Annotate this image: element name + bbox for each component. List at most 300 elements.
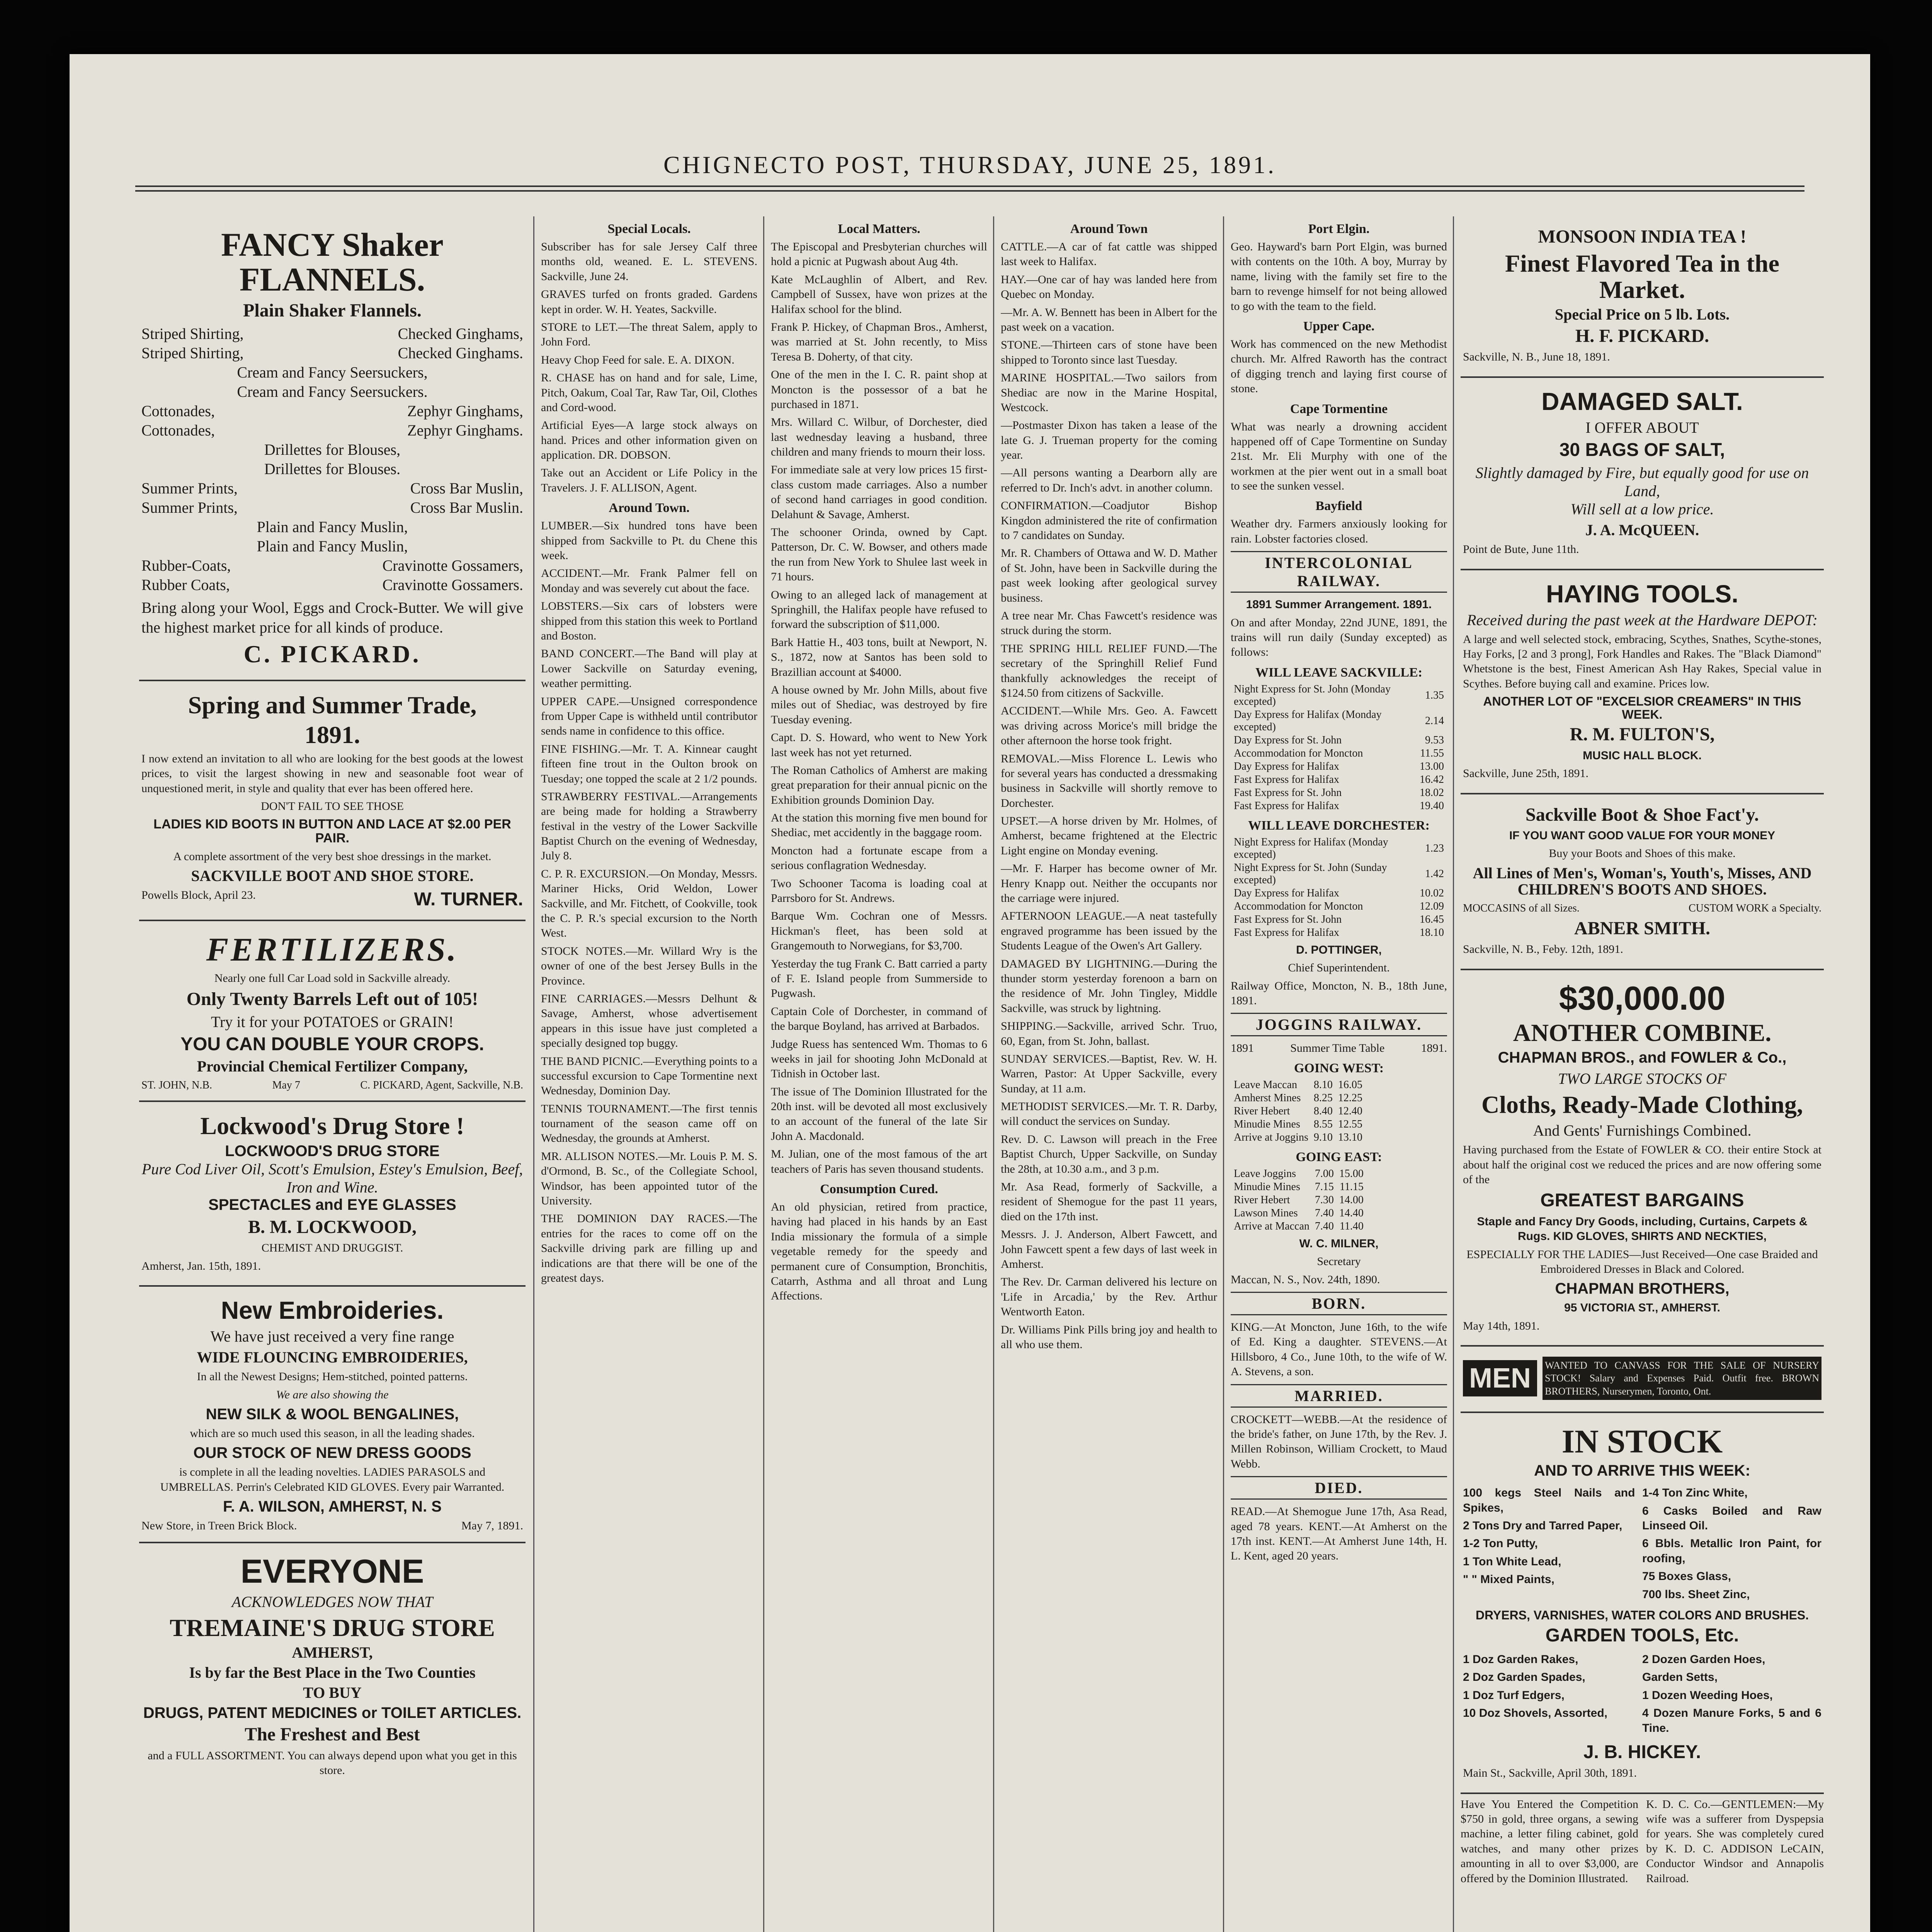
- ad-line: WIDE FLOUNCING EMBROIDERIES,: [197, 1349, 468, 1366]
- time-cell: 11.55: [1420, 747, 1444, 759]
- local-matters-list: [771, 240, 987, 1177]
- ad-line: Received during the past week at the Hardware DEPOT:: [1467, 611, 1818, 629]
- married-heading: MARRIED.: [1231, 1384, 1447, 1408]
- time-cell: 1.42: [1425, 867, 1444, 880]
- news-item: M. Julian, one of the most famous of the art teachers of Paris has seven thousand students.: [771, 1148, 987, 1175]
- goods-item: Cross Bar Muslin.: [410, 498, 523, 516]
- time-cell: 14.00: [1339, 1194, 1364, 1206]
- ad-title: CHEMIST AND DRUGGIST.: [261, 1242, 403, 1255]
- station-cell: Accommodation for Moncton: [1234, 747, 1363, 759]
- ad-line: I OFFER ABOUT: [1585, 418, 1699, 436]
- stock-list-left: [1463, 1483, 1635, 1605]
- time-cell: 18.10: [1420, 926, 1444, 939]
- column-divider: [763, 216, 764, 1932]
- in-stock-ad: [1461, 1413, 1824, 1794]
- ad-place: MUSIC HALL BLOCK.: [1583, 749, 1702, 762]
- station-cell: Fast Express for Halifax: [1234, 799, 1339, 812]
- news-item: One of the men in the I. C. R. paint shop at Moncton is the possessor of a bat he purchased in 1871.: [771, 368, 987, 411]
- time-cell: 16.05: [1338, 1078, 1362, 1091]
- died-heading: DIED.: [1231, 1476, 1447, 1500]
- station-cell: Minudie Mines: [1234, 1118, 1300, 1130]
- station-cell: Fast Express for St. John: [1234, 786, 1342, 799]
- ad-line: TREMAINE'S DRUG STORE: [170, 1614, 495, 1642]
- timetable-row: [1231, 1181, 1366, 1193]
- column-3: [771, 216, 987, 1932]
- ad-line: YOU CAN DOUBLE YOUR CROPS.: [180, 1034, 484, 1055]
- time-cell: 10.02: [1420, 887, 1444, 899]
- goods-row: [141, 421, 523, 440]
- news-item: LUMBER.—Six hundred tons have been shipped from Sackville to Pt. du Chene this week.: [541, 519, 757, 562]
- news-item: Capt. D. S. Howard, who went to New York last week has not yet returned.: [771, 731, 987, 759]
- joggins-signature: W. C. MILNER,: [1299, 1237, 1379, 1250]
- time-cell: 11.15: [1339, 1180, 1364, 1193]
- news-item: CONFIRMATION.—Coadjutor Bishop Kingdon administered the rite of confirmation to 7 candidates on Sunday.: [1001, 499, 1217, 542]
- time-cell: 7.40: [1315, 1220, 1334, 1232]
- section-heading: Consumption Cured.: [820, 1182, 938, 1197]
- masthead: CHIGNECTO POST, THURSDAY, JUNE 25, 1891.: [663, 151, 1276, 179]
- news-item: —Mr. F. Harper has become owner of Mr. Henry Knapp out. Neither the occupants nor the carriage were injured.: [1001, 862, 1217, 905]
- ad-line: DRUGS, PATENT MEDICINES or TOILET ARTICLES.: [143, 1704, 522, 1722]
- ad-date: Sackville, N. B., June 18, 1891.: [1463, 350, 1610, 364]
- station-cell: Accommodation for Moncton: [1234, 900, 1363, 912]
- news-item: Dr. Williams Pink Pills bring joy and health to all who use them.: [1001, 1323, 1217, 1351]
- news-item: MARINE HOSPITAL.—Two sailors from Shediac are now in the Marine Hospital, Westcock.: [1001, 371, 1217, 414]
- goods-row: [141, 401, 523, 421]
- timetable-row: [1231, 800, 1446, 812]
- news-item: DAMAGED BY LIGHTNING.—During the thunder storm yesterday forenoon a barn on the residence of Mr. John Tingley, Middle Sackville, was struck by lightning.: [1001, 957, 1217, 1015]
- goods-item: Checked Ginghams,: [398, 325, 523, 342]
- time-cell: 12.09: [1420, 900, 1444, 912]
- station-cell: River Hebert: [1234, 1194, 1290, 1206]
- section-heading: Cape Tormentine: [1290, 401, 1388, 416]
- timetable-row: [1231, 887, 1446, 900]
- lockwood-ad: [139, 1102, 526, 1287]
- timetable-row: [1231, 836, 1446, 861]
- goods-item: Cross Bar Muslin,: [410, 479, 523, 497]
- goods-row: [141, 324, 523, 344]
- ad-date: Sackville, N. B., Feby. 12th, 1891.: [1463, 943, 1623, 956]
- news-item: FINE CARRIAGES.—Messrs Delhunt & Savage, Amherst, whose advertisement appears in this issue have just completed a specially designed top buggy.: [541, 992, 757, 1050]
- timetable-row: [1231, 683, 1446, 708]
- stock-list-right: [1642, 1483, 1821, 1605]
- station-cell: Day Express for Halifax: [1234, 887, 1339, 899]
- station-cell: River Hebert: [1234, 1105, 1290, 1117]
- dorchester-timetable: [1231, 835, 1447, 940]
- timetable-row: [1231, 1092, 1365, 1104]
- garden-list-left: [1463, 1649, 1635, 1739]
- stock-item: 1 Doz Turf Edgers,: [1463, 1689, 1565, 1702]
- news-item: The schooner Orinda, owned by Capt. Patterson, Dr. C. W. Bowser, and others made the run from New York to Shulee last week in 71 hours.: [771, 526, 987, 583]
- men-wanted-ad: [1461, 1347, 1824, 1413]
- station-cell: Night Express for St. John (Monday excepted): [1234, 683, 1391, 707]
- stock-item: 2 Tons Dry and Tarred Paper,: [1463, 1519, 1622, 1532]
- column-divider: [1223, 216, 1224, 1932]
- timetable-row: [1231, 774, 1446, 786]
- news-item: The issue of The Dominion Illustrated for the 20th inst. will be devoted all most exclusively to an account of the funeral of the late Sir John A. Macdonald.: [771, 1085, 987, 1143]
- ad-signature: ABNER SMITH.: [1574, 918, 1711, 939]
- masthead-rule-bottom: [135, 190, 1804, 192]
- turner-shoe-ad: [139, 681, 526, 922]
- time-cell: 8.10: [1313, 1078, 1333, 1091]
- time-cell: 7.00: [1315, 1167, 1334, 1180]
- station-cell: Arrive at Maccan: [1234, 1220, 1310, 1232]
- tremaine-drug-ad: [139, 1543, 526, 1790]
- news-item: Artificial Eyes—A large stock always on hand. Prices and other information given on application. DR. DOBSON.: [541, 419, 757, 462]
- news-item: —All persons wanting a Dearborn ally are referred to Dr. Inch's advt. in another column.: [1001, 466, 1217, 494]
- time-cell: 16.42: [1420, 773, 1444, 786]
- sackville-timetable: [1231, 682, 1447, 813]
- damaged-salt-ad: [1461, 378, 1824, 570]
- timetable-row: [1231, 1194, 1366, 1206]
- news-item: STRAWBERRY FESTIVAL.—Arrangements are being made for holding a Strawberry festival in the vestry of the Lower Sackville Baptist Church on the evening of Wednesday, July 8.: [541, 790, 757, 862]
- goods-item: Zephyr Ginghams,: [407, 402, 523, 420]
- railway-heading: INTERCOLONIAL RAILWAY.: [1231, 551, 1447, 593]
- news-item: R. CHASE has on hand and for sale, Lime, Pitch, Oakum, Coal Tar, Raw Tar, Oil, Clothes and Cord-wood.: [541, 371, 757, 414]
- news-item: Mr. Asa Read, formerly of Sackville, a resident of Shemogue for the past 11 years, died on the 17th inst.: [1001, 1180, 1217, 1223]
- stock-item: 10 Doz Shovels, Assorted,: [1463, 1707, 1608, 1720]
- ad-line: Cloths, Ready-Made Clothing,: [1481, 1091, 1803, 1119]
- goods-row: [141, 459, 523, 479]
- news-item: A house owned by Mr. John Mills, about five miles out of Shediac, was destroyed by fire Tuesday evening.: [771, 683, 987, 726]
- timetable-row: [1231, 913, 1446, 926]
- section-heading: Around Town: [1070, 222, 1148, 236]
- goods-item: Drillettes for Blouses.: [264, 460, 401, 478]
- railway-office: Railway Office, Moncton, N. B., 18th June, 1891.: [1231, 979, 1447, 1007]
- going-east-heading: GOING EAST:: [1296, 1150, 1382, 1164]
- goods-item: Summer Prints,: [141, 498, 238, 516]
- column-5: [1231, 216, 1447, 1932]
- station-cell: Fast Express for St. John: [1234, 913, 1342, 925]
- ad-agent: C. PICKARD, Agent, Sackville, N.B.: [360, 1079, 523, 1091]
- time-cell: 19.40: [1420, 799, 1444, 812]
- special-locals-list: [541, 240, 757, 495]
- news-item: FINE FISHING.—Mr. T. A. Kinnear caught fifteen fine trout in the Oulton brook on Tuesday; one topped the scale at 2 1/2 pounds.: [541, 742, 757, 785]
- time-cell: 7.15: [1315, 1180, 1334, 1193]
- ad-headline: Sackville Boot & Shoe Fact'y.: [1526, 804, 1759, 825]
- ad-year: 1891.: [304, 721, 360, 748]
- stock-item: 1 Ton White Lead,: [1463, 1555, 1561, 1568]
- born-notices: KING.—At Moncton, June 16th, to the wife of Ed. King a daughter. STEVENS.—At Hillsboro, 4 Co., June 10th, to the wife of W. A. Stevens, a son.: [1231, 1321, 1447, 1378]
- stock-item: 4 Dozen Manure Forks, 5 and 6 Tine.: [1642, 1707, 1821, 1735]
- news-item: What was nearly a drowning accident happened off of Cape Tormentine on Sunday 21st. Mr. Eli Murphy with one of the workmen at the pier went out in a small boat to see the sunken vessel.: [1231, 420, 1447, 493]
- ad-line: LOCKWOOD'S DRUG STORE: [225, 1142, 440, 1160]
- goods-item: Zephyr Ginghams.: [407, 421, 523, 439]
- time-cell: 15.00: [1339, 1167, 1364, 1180]
- ad-headline: FERTILIZERS.: [206, 931, 459, 968]
- ad-assortment: A complete assortment of the very best shoe dressings in the market.: [173, 850, 492, 863]
- ad-line: Try it for your POTATOES or GRAIN!: [211, 1013, 454, 1031]
- news-item: —Mr. A. W. Bennett has been in Albert for the past week on a vacation.: [1001, 306, 1217, 333]
- timetable-row: [1231, 734, 1446, 747]
- timetable-row: [1231, 862, 1446, 886]
- timetable-year: 1891: [1231, 1042, 1254, 1055]
- news-item: SHIPPING.—Sackville, arrived Schr. Truo, 60, Egan, from St. John, ballast.: [1001, 1020, 1217, 1048]
- news-item: C. P. R. EXCURSION.—On Monday, Messrs. Mariner Hicks, Orid Weldon, Lower Sackville, and Mr. Fitchett, of Cookville, took the C. P. R.'s special excursion to the North West.: [541, 867, 757, 940]
- ad-block: Powells Block, April 23.: [141, 889, 256, 902]
- ad-headline: EVERYONE: [240, 1553, 424, 1590]
- timetable-row: [1231, 1079, 1365, 1091]
- stock-item: 1 Doz Garden Rakes,: [1463, 1653, 1578, 1666]
- died-notices: READ.—At Shemogue June 17th, Asa Read, aged 78 years. KENT.—At Amherst on the 17th inst. KENT.—At Amherst June 14th, H. L. Kent, aged 20 years.: [1231, 1505, 1447, 1563]
- masthead-rule-top: [135, 185, 1804, 187]
- goods-item: Plain and Fancy Muslin,: [257, 537, 408, 555]
- time-cell: 13.00: [1420, 760, 1444, 772]
- ad-location: ST. JOHN, N.B.: [141, 1079, 213, 1091]
- timetable-row: [1231, 900, 1446, 913]
- time-cell: 8.55: [1313, 1118, 1333, 1130]
- consumption-cure-text: An old physician, retired from practice, having had placed in his hands by an East India missionary the formula of a simple vegetable remedy for the speedy and permanent cure of Consumption, Bronchitis, Catarrh, Asthma and all throat and Lung Affections.: [771, 1201, 987, 1303]
- ad-line: GREATEST BARGAINS: [1540, 1190, 1744, 1211]
- news-item: Captain Cole of Dorchester, in command of the barque Boyland, has arrived at Barbados.: [771, 1005, 987, 1033]
- ad-line: We have just received a very fine range: [210, 1328, 454, 1345]
- news-item: ACCIDENT.—Mr. Frank Palmer fell on Monday and was severely cut about the face.: [541, 567, 757, 595]
- stock-item: 1 Dozen Weeding Hoes,: [1642, 1689, 1773, 1702]
- ad-line: ACKNOWLEDGES NOW THAT: [231, 1593, 433, 1611]
- goods-item: Cottonades,: [141, 421, 215, 439]
- goods-item: Checked Ginghams.: [398, 344, 523, 362]
- stock-item: Garden Setts,: [1642, 1671, 1718, 1684]
- news-item: Frank P. Hickey, of Chapman Bros., Amherst, was married at St. John recently, to Miss Teresa B. Doherty, of that city.: [771, 320, 987, 363]
- leave-dorchester-heading: WILL LEAVE DORCHESTER:: [1248, 818, 1430, 833]
- station-cell: Night Express for St. John (Sunday excepted): [1234, 861, 1387, 886]
- ad-line: MOCCASINS of all Sizes.: [1463, 902, 1580, 914]
- goods-item: Cravinotte Gossamers.: [382, 576, 523, 594]
- news-item: MR. ALLISON NOTES.—Mr. Louis P. M. S. d'Ormond, B. Sc., of the Collegiate School, Windsor, has been appointed tutor of the University.: [541, 1150, 757, 1208]
- ad-line: 30 BAGS OF SALT,: [1559, 439, 1725, 460]
- news-item: Subscriber has for sale Jersey Calf three months old, weaned. E. L. STEVENS. Sackville, June 24.: [541, 240, 757, 283]
- timetable-row: [1231, 1118, 1365, 1131]
- timetable-row: [1231, 1207, 1366, 1219]
- timetable-row: [1231, 927, 1446, 939]
- goods-item: Cream and Fancy Seersuckers,: [237, 363, 428, 381]
- goods-item: Cravinotte Gossamers,: [382, 556, 523, 574]
- news-item: SUNDAY SERVICES.—Baptist, Rev. W. H. Warren, Pastor: At Upper Sackville, every Sunday, at 11 a.m.: [1001, 1052, 1217, 1095]
- ad-line: We are also showing the: [276, 1388, 389, 1401]
- news-item: At the station this morning five men bound for Shediac, met accidently in the baggage room.: [771, 811, 987, 839]
- ad-date: Amherst, Jan. 15th, 1891.: [141, 1259, 261, 1272]
- time-cell: 9.53: [1425, 734, 1444, 746]
- column-divider: [993, 216, 994, 1932]
- goods-item: Rubber Coats,: [141, 576, 230, 594]
- ad-line: and a FULL ASSORTMENT. You can always depend upon what you get in this store.: [148, 1749, 517, 1777]
- ad-line: And Gents' Furnishings Combined.: [1533, 1122, 1752, 1139]
- station-cell: Fast Express for Halifax: [1234, 926, 1339, 939]
- competition-notice: Have You Entered the Competition $750 in gold, three organs, a sewing machine, a letter filing cabinet, gold watches, and many other prizes amounting in all to over $3,000, are offered by the Dominion Illustrated.: [1461, 1798, 1638, 1885]
- ad-headline: FANCY Shaker FLANNELS.: [221, 226, 444, 298]
- news-item: Geo. Hayward's barn Port Elgin, was burned with contents on the 10th. A boy, Murray by name, living with the family set fire to the barn to revenge himself for not being allowed to go with the team to the field.: [1231, 240, 1447, 313]
- section-heading: Bayfield: [1315, 499, 1362, 514]
- time-cell: 16.45: [1420, 913, 1444, 925]
- station-cell: Amherst Mines: [1234, 1092, 1301, 1104]
- goods-item: Summer Prints,: [141, 479, 238, 497]
- time-cell: 11.40: [1339, 1220, 1364, 1232]
- news-item: HAY.—One car of hay was landed here from Quebec on Monday.: [1001, 273, 1217, 301]
- joggins-date: Maccan, N. S., Nov. 24th, 1890.: [1231, 1273, 1380, 1286]
- news-item: THE BAND PICNIC.—Everything points to a successful excursion to Cape Tormentine next Wednesday, Dominion Day.: [541, 1054, 757, 1097]
- station-cell: Day Express for St. John: [1234, 734, 1342, 746]
- timetable-row: [1231, 787, 1446, 799]
- goods-row: [141, 479, 523, 498]
- going-west-heading: GOING WEST:: [1294, 1061, 1384, 1075]
- ad-line: TO BUY: [303, 1684, 362, 1702]
- ad-line: OUR STOCK OF NEW DRESS GOODS: [193, 1444, 471, 1462]
- ad-date: Sackville, June 25th, 1891.: [1463, 767, 1588, 780]
- news-item: GRAVES turfed on fronts graded. Gardens kept in order. W. H. Yeates, Sackville.: [541, 288, 757, 316]
- news-item: Rev. D. C. Lawson will preach in the Free Baptist Church, Upper Sackville, on Sunday the 28th, at 10.30 a.m., and 3 p.m.: [1001, 1133, 1217, 1175]
- timetable-row: [1231, 760, 1446, 773]
- news-item: Heavy Chop Feed for sale. E. A. DIXON.: [541, 353, 735, 366]
- news-item: Mr. R. Chambers of Ottawa and W. D. Mather of St. John, have been in Sackville during the past week looking after geological survey business.: [1001, 547, 1217, 604]
- haying-tools-ad: [1461, 570, 1824, 794]
- ad-line: ANOTHER LOT OF "EXCELSIOR CREAMERS" IN THIS WEEK.: [1483, 694, 1801, 721]
- ad-spectacles: SPECTACLES and EYE GLASSES: [208, 1196, 456, 1213]
- ad-store: New Store, in Treen Brick Block.: [141, 1519, 297, 1532]
- goods-row: [141, 517, 523, 537]
- time-cell: 12.25: [1338, 1092, 1362, 1104]
- section-heading: Upper Cape.: [1303, 319, 1375, 333]
- timetable-row: [1231, 1131, 1365, 1144]
- time-cell: 12.40: [1338, 1105, 1362, 1117]
- goods-item: Drillettes for Blouses,: [264, 440, 401, 458]
- railway-subheading: 1891 Summer Arrangement. 1891.: [1246, 598, 1432, 611]
- news-item: Judge Ruess has sentenced Wm. Thomas to 6 weeks in jail for shooting John McDonald at Tidnish in October last.: [771, 1037, 987, 1080]
- going-east-timetable: [1231, 1167, 1367, 1233]
- ad-headline: $30,000.00: [1559, 980, 1726, 1017]
- news-item: The Rev. Dr. Carman delivered his lecture on 'Life in Arcadia,' by the Rev. Arthur Wentworth Eaton.: [1001, 1276, 1217, 1318]
- time-cell: 9.10: [1313, 1131, 1333, 1143]
- station-cell: Day Express for Halifax: [1234, 760, 1339, 772]
- news-item: Yesterday the tug Frank C. Batt carried a party of F. E. Island people from Summerside to Pugwash.: [771, 957, 987, 1000]
- time-cell: 2.14: [1425, 714, 1444, 727]
- timetable-year: 1891.: [1421, 1042, 1447, 1055]
- ad-signature: R. M. FULTON'S,: [1570, 724, 1715, 745]
- pickard-flannels-ad: [139, 216, 526, 681]
- kdc-testimonial: K. D. C. Co.—GENTLEMEN:—My wife was a sufferer from Dyspepsia for years. She was completely cured by K. D. C. ADDISON LeCAIN, Conductor Windsor and Annapolis Railroad.: [1646, 1798, 1824, 1885]
- stock-item: 1-2 Ton Putty,: [1463, 1537, 1538, 1550]
- news-item: THE DOMINION DAY RACES.—The entries for the races to come off on the Sackville driving park are filling up and indications are that there will be one of the greatest days.: [541, 1212, 757, 1284]
- stock-item: 75 Boxes Glass,: [1642, 1570, 1731, 1583]
- goods-item: Cream and Fancy Seersuckers.: [237, 383, 428, 400]
- ad-line: DRYERS, VARNISHES, WATER COLORS AND BRUSHES.: [1475, 1608, 1809, 1622]
- ad-signature: H. F. PICKARD.: [1575, 325, 1709, 346]
- time-cell: 18.02: [1420, 786, 1444, 799]
- section-heading: Local Matters.: [838, 222, 920, 236]
- going-west-timetable: [1231, 1078, 1366, 1145]
- ad-signature: F. A. WILSON, AMHERST, N. S: [223, 1498, 442, 1515]
- leave-sackville-heading: WILL LEAVE SACKVILLE:: [1255, 665, 1423, 680]
- ad-line: GARDEN TOOLS, Etc.: [1545, 1625, 1739, 1646]
- news-item: For immediate sale at very low prices 15 first-class custom made carriages. Also a number of second hand carriages in good condition. Delahunt & Savage, Amherst.: [771, 463, 987, 521]
- goods-item: Striped Shirting,: [141, 325, 244, 342]
- ad-line: ESPECIALLY FOR THE LADIES—Just Received—One case Braided and Embroidered Dresses in Black and Colored.: [1466, 1248, 1818, 1276]
- boot-factory-ad: [1461, 794, 1824, 970]
- news-item: Owing to an alleged lack of management at Springhill, the Halifax people have refused to forward the subscription of $11,000.: [771, 588, 987, 631]
- news-item: BAND CONCERT.—The Band will play at Lower Sackville on Saturday evening, weather permitting.: [541, 647, 757, 690]
- news-item: Moncton had a fortunate escape from a serious conflagration Wednesday.: [771, 844, 987, 872]
- ad-line: IF YOU WANT GOOD VALUE FOR YOUR MONEY: [1509, 829, 1776, 842]
- ad-body: Having purchased from the Estate of FOWLER & CO. their entire Stock at about half the original cost we reduced the prices and are now offering some of the: [1463, 1143, 1821, 1186]
- timetable-row: [1231, 1220, 1366, 1233]
- time-cell: 1.23: [1425, 842, 1444, 854]
- station-cell: Leave Joggins: [1234, 1167, 1296, 1180]
- born-heading: BORN.: [1231, 1292, 1447, 1315]
- ad-line: Is by far the Best Place in the Two Counties: [189, 1664, 476, 1682]
- goods-row: [141, 382, 523, 401]
- ad-line: Only Twenty Barrels Left out of 105!: [186, 988, 478, 1009]
- joggins-title: Secretary: [1317, 1255, 1361, 1268]
- column-6: [1461, 216, 1824, 1932]
- ad-date: May 7: [272, 1079, 300, 1091]
- railway-intro: On and after Monday, 22nd JUNE, 1891, the trains will run daily (Sunday excepted) as follows:: [1231, 616, 1447, 659]
- time-cell: 7.40: [1315, 1207, 1334, 1219]
- time-cell: 12.55: [1338, 1118, 1362, 1130]
- ad-date: Main St., Sackville, April 30th, 1891.: [1463, 1767, 1637, 1780]
- station-cell: Fast Express for Halifax: [1234, 773, 1339, 786]
- ad-line: Nearly one full Car Load sold in Sackville already.: [214, 971, 451, 985]
- news-item: LOBSTERS.—Six cars of lobsters were shipped from this station this week to Portland and Boston.: [541, 600, 757, 642]
- ad-signature: J. B. HICKEY.: [1583, 1742, 1701, 1762]
- ad-line: Special Price on 5 lb. Lots.: [1554, 305, 1730, 323]
- ad-headline: IN STOCK: [1561, 1422, 1723, 1460]
- time-cell: 8.25: [1313, 1092, 1333, 1104]
- news-item: Take out an Accident or Life Policy in the Travelers. J. F. ALLISON, Agent.: [541, 466, 757, 494]
- station-cell: Day Express for Halifax (Monday excepted): [1234, 708, 1382, 733]
- goods-row: [141, 575, 523, 595]
- ad-body: A large and well selected stock, embracing, Scythes, Snathes, Scythe-stones, Hay Forks, [2 and 3 prong], Fork Handles and Rakes. The "Black Diamond" Whetstone is the best, Finest American Ash Hay Rakes, Special value in Scythes. Before buying call and examine. Prices low.: [1463, 633, 1821, 690]
- news-item: A tree near Mr. Chas Fawcett's residence was struck during the storm.: [1001, 609, 1217, 637]
- news-item: AFTERNOON LEAGUE.—A neat tastefully engraved programme has been issued by the Students League of the Owen's Art Gallery.: [1001, 910, 1217, 952]
- ad-line: Buy your Boots and Shoes of this make.: [1549, 847, 1736, 860]
- railway-signature: D. POTTINGER,: [1296, 943, 1382, 956]
- newspaper-page: [70, 54, 1870, 1932]
- news-item: Messrs. J. J. Anderson, Albert Fawcett, and John Fawcett spent a few days of last week in Amherst.: [1001, 1228, 1217, 1270]
- ad-line: AMHERST,: [292, 1644, 373, 1662]
- station-cell: Leave Maccan: [1234, 1078, 1297, 1091]
- wilson-embroideries-ad: [139, 1287, 526, 1543]
- news-item: UPPER CAPE.—Unsigned correspondence from Upper Cape is withheld until contributor sends name in confidence to this office.: [541, 695, 757, 738]
- ad-headline: Spring and Summer Trade,: [188, 691, 477, 719]
- ad-headline: New Embroideries.: [221, 1296, 444, 1325]
- around-town-list: [541, 519, 757, 1286]
- ad-store: SACKVILLE BOOT AND SHOE STORE.: [191, 867, 474, 885]
- produce-note: Bring along your Wool, Eggs and Crock-Butter. We will give the highest market price for all kinds of produce.: [141, 599, 523, 636]
- goods-row: [141, 537, 523, 556]
- stock-item: 100 kegs Steel Nails and Spikes,: [1463, 1486, 1635, 1514]
- goods-row: [141, 363, 523, 382]
- men-wanted-text: WANTED TO CANVASS FOR THE SALE OF NURSERY STOCK! Salary and Expenses Paid. Outfit free. BROWN BROTHERS, Nurserymen, Toronto, Ont.: [1543, 1357, 1821, 1400]
- section-heading: Around Town.: [609, 501, 690, 515]
- ad-line: which are so much used this season, in all the leading shades.: [190, 1427, 475, 1440]
- ad-signature: J. A. McQUEEN.: [1585, 521, 1699, 539]
- ad-line: Staple and Fancy Dry Goods, including, Curtains, Carpets & Rugs. KID GLOVES, SHIRTS AND NECKTIES,: [1477, 1215, 1808, 1243]
- news-item: Work has commenced on the new Methodist church. Mr. Alfred Raworth has the contract of digging trench and laying first course of stone.: [1231, 337, 1447, 395]
- ad-subheading: Plain Shaker Flannels.: [243, 300, 422, 321]
- ad-signature: W. TURNER.: [414, 889, 523, 910]
- ad-signature: CHAPMAN BROTHERS,: [1555, 1280, 1730, 1298]
- stock-item: 1-4 Ton Zinc White,: [1642, 1486, 1748, 1500]
- time-cell: 13.10: [1338, 1131, 1362, 1143]
- station-cell: Night Express for Halifax (Monday excepted): [1234, 836, 1388, 861]
- ad-headline: DAMAGED SALT.: [1541, 387, 1743, 415]
- ad-line: The Freshest and Best: [245, 1724, 420, 1745]
- news-item: TENNIS TOURNAMENT.—The first tennis tournament of the season came off on Wednesday, the grounds at Amherst.: [541, 1102, 757, 1145]
- timetable-title: Summer Time Table: [1290, 1042, 1385, 1055]
- goods-item: Striped Shirting,: [141, 344, 244, 362]
- railway-title: Chief Superintendent.: [1288, 961, 1390, 975]
- news-item: STONE.—Thirteen cars of stone have been shipped to Toronto since last Tuesday.: [1001, 338, 1217, 366]
- ad-line: Finest Flavored Tea in the Market.: [1505, 250, 1779, 303]
- column-divider: [1453, 216, 1454, 1932]
